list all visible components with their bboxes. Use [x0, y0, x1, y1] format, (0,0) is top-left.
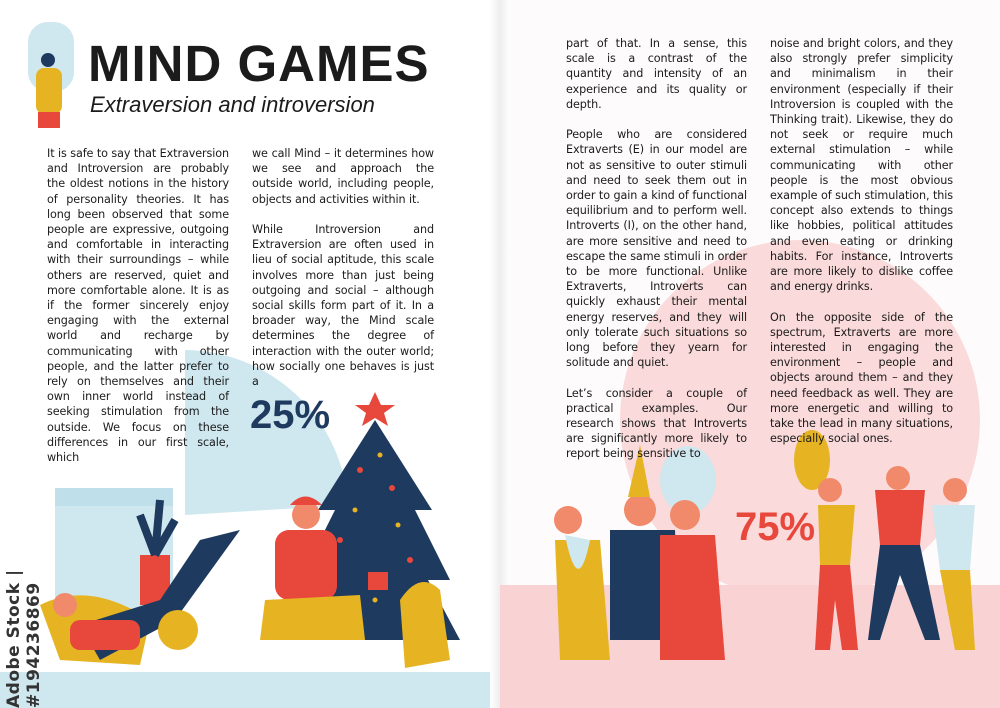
text-column-1 — [47, 146, 229, 480]
page-subtitle: Extraversion and introversion — [90, 92, 375, 117]
paragraph: part of that. In a sense, this scale is a contrast of the quantity and intensity of an experience and its quality or depth. — [566, 37, 747, 111]
paragraph: While Introversion and Extraversion are often used in lieu of social aptitude, this scale involves more than just being outgoing and social – although social skills form part of it. In a broader way, the Mind scale determines the degree of interaction with the outer world; how socially one behaves is just a — [252, 223, 434, 389]
extravert-percentage: 75% — [735, 505, 816, 549]
text-column-4 — [770, 36, 953, 462]
watermark-text: Adobe Stock | #194236869 — [4, 569, 44, 708]
text-column-2 — [252, 146, 434, 404]
paragraph: Let’s consider a couple of practical examples. Our research shows that Introverts are significantly more likely to report being sensitive to — [566, 386, 747, 461]
paragraph: we call Mind – it determines how we see and approach the outside world, including people, objects and activities within it. — [252, 147, 434, 206]
paragraph: People who are considered Extraverts (E) in our model are not as sensitive to outer stimuli and need to seek them out in order to gain a kind of functional equilibrium and to perform well. Introverts (I), on the other hand, are more sensitive and need to escape the same stimuli in order to be more functional. Unlike Extraverts, Introverts can quickly exhaust their mental energy reserves, and they will only tolerate such situations so long before they yearn for solitude and quiet. — [566, 128, 747, 370]
introvert-percentage: 25% — [250, 393, 331, 437]
text-column-3 — [566, 36, 747, 477]
page-title: MIND GAMES — [88, 35, 430, 92]
paragraph: It is safe to say that Extraversion and Introversion are probably the oldest notions in the history of personality theories. It has long been observed that some people are expressive, outgoing and comfortable in interacting with their surroundings – while others are reserved, quiet and more comfortable alone. It is as if the former sincerely enjoy engaging with the external world and recharge by communicating with other people, and the latter prefer to rely on themselves and their own inner world instead of seeking stimulation from the outside. We focus on these differences in our first scale, which — [47, 147, 229, 465]
right-page — [500, 0, 1000, 708]
paragraph: noise and bright colors, and they also strongly prefer simplicity and minimalism in their environment (especially if their Introversion is coupled with the Thinking trait). Likewise, they do not seek or require much external stimulation – while communicating with other people is the most obvious example of such stimulation, this concept also extends to things like hobbies, political attitudes and even eating or drinking habits. For instance, Introverts are more likely to dislike coffee and energy drinks. — [770, 37, 953, 294]
paragraph: On the opposite side of the spectrum, Extraverts are more interested in engaging the environment – people and objects around them – and they need feedback as well. They are more energetic and willing to take the lead in many situations, especially social ones. — [770, 310, 953, 446]
